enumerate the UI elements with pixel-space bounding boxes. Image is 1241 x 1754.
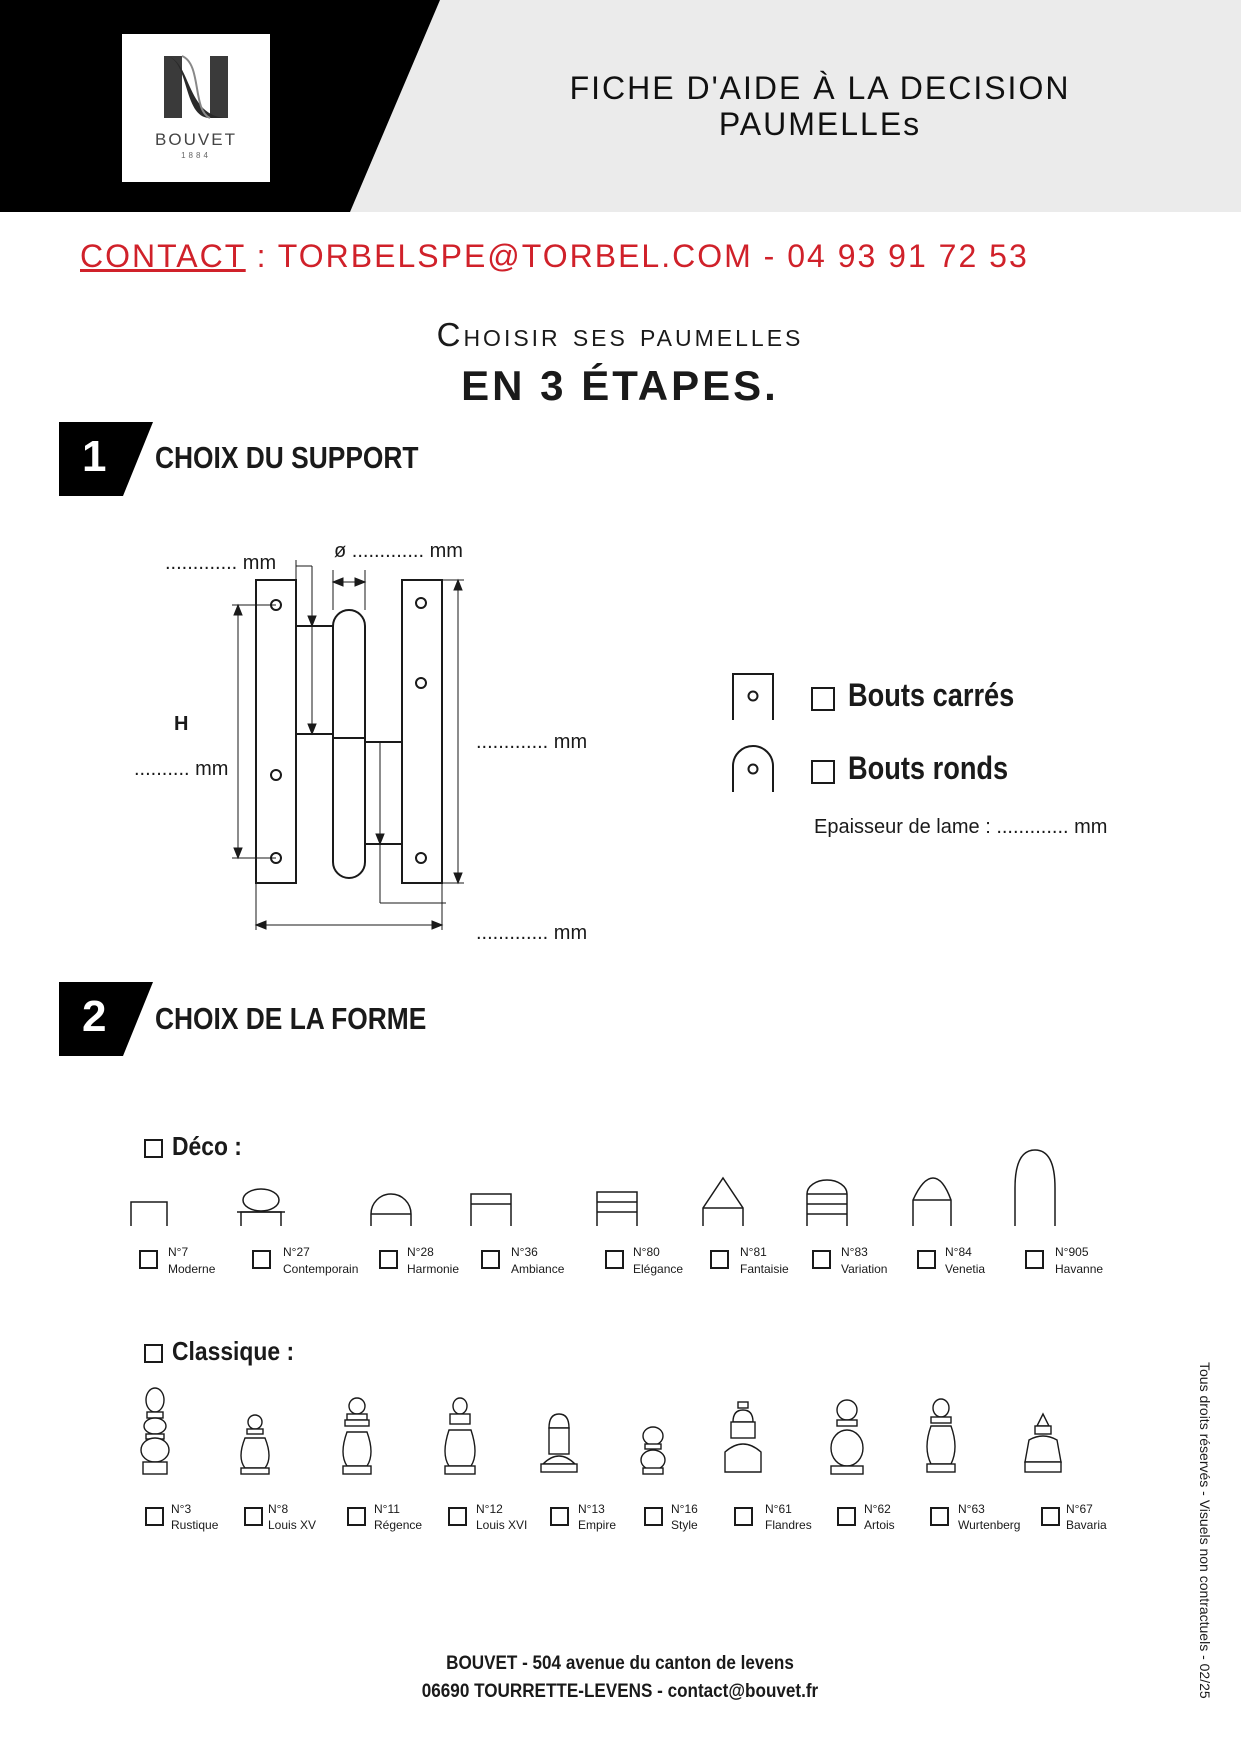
classique-item-name: Artois: [864, 1518, 895, 1532]
brand-year: 1884: [181, 151, 211, 160]
deco-shape-contemporain: [237, 1189, 285, 1226]
deco-item-checkbox[interactable]: [812, 1250, 831, 1269]
contact-details: : TORBELSPE@TORBEL.COM - 04 93 91 72 53: [245, 238, 1029, 274]
bouts-carres-label: Bouts carrés: [848, 677, 1015, 713]
step-2-title: CHOIX DE LA FORME: [155, 1001, 427, 1036]
dim-bottom: ............. mm: [476, 922, 588, 944]
deco-item-name: Moderne: [168, 1262, 216, 1276]
classique-item-checkbox[interactable]: [644, 1507, 663, 1526]
deco-item-num: N°36: [511, 1245, 538, 1259]
deco-shape-harmonie: [371, 1194, 411, 1226]
title-line-1: FICHE D'AIDE À LA DECISION: [569, 70, 1071, 106]
classique-checkbox[interactable]: [144, 1344, 163, 1363]
deco-item-name: Venetia: [945, 1262, 986, 1276]
brand-logo: [122, 34, 270, 182]
dim-h-label: H: [174, 713, 189, 735]
deco-item-checkbox[interactable]: [710, 1250, 729, 1269]
deco-item-num: N°83: [841, 1245, 868, 1259]
deco-item-name: Ambiance: [511, 1262, 565, 1276]
classique-item-name: Empire: [578, 1518, 617, 1532]
finial-empire: [541, 1414, 577, 1472]
classique-item-num: N°13: [578, 1502, 605, 1516]
bouts-carres-checkbox[interactable]: [811, 687, 835, 711]
deco-item-checkbox[interactable]: [379, 1250, 398, 1269]
classique-item-checkbox[interactable]: [1041, 1507, 1060, 1526]
classique-item-num: N°62: [864, 1502, 891, 1516]
round-end-icon: [729, 742, 777, 794]
classique-item-num: N°11: [374, 1502, 400, 1516]
title-line-2: PAUMELLEs: [718, 106, 922, 142]
classique-finials: [125, 1378, 1085, 1478]
classique-item-num: N°16: [671, 1502, 698, 1516]
side-note: [1197, 1362, 1233, 1699]
finial-regence: [343, 1398, 371, 1474]
deco-item-checkbox[interactable]: [139, 1250, 158, 1269]
classique-item-num: N°8: [268, 1502, 289, 1516]
contact-label[interactable]: CONTACT: [80, 238, 246, 274]
deco-shapes: [125, 1148, 1065, 1228]
deco-item-name: Havanne: [1055, 1262, 1104, 1276]
classique-item-num: N°63: [958, 1502, 985, 1516]
deco-item-num: N°7: [168, 1245, 189, 1259]
deco-item-checkbox[interactable]: [605, 1250, 624, 1269]
classique-item-checkbox[interactable]: [347, 1507, 366, 1526]
classique-item-checkbox[interactable]: [244, 1507, 263, 1526]
classique-label: Classique :: [172, 1336, 295, 1366]
deco-label: Déco :: [172, 1131, 242, 1161]
dim-diameter: ø ............. mm: [334, 540, 463, 562]
finial-wurtenberg: [927, 1399, 955, 1472]
deco-item-name: Contemporain: [283, 1262, 359, 1276]
deco-item-num: N°84: [945, 1245, 972, 1259]
deco-item-checkbox[interactable]: [917, 1250, 936, 1269]
finial-flandres: [725, 1402, 761, 1472]
classique-item-num: N°12: [476, 1502, 503, 1516]
finial-bavaria: [1025, 1414, 1061, 1472]
footer-address: [350, 1650, 890, 1706]
finial-style: [641, 1427, 665, 1474]
classique-item-num: N°3: [171, 1502, 192, 1516]
classique-item-num: N°67: [1066, 1502, 1093, 1516]
intro-line-1: Choisir ses paumelles: [436, 316, 804, 353]
footer-line-1: BOUVET - 504 avenue du canton de levens: [446, 1653, 794, 1674]
deco-shape-fantaisie: [703, 1178, 743, 1226]
deco-shape-moderne: [131, 1202, 167, 1226]
dim-right: ............. mm: [476, 731, 588, 753]
classique-item-name: Louis XVI: [476, 1518, 528, 1532]
deco-item-num: N°80: [633, 1245, 660, 1259]
contact-line: [80, 238, 1180, 275]
step-1-number: 1: [82, 432, 107, 481]
deco-item-name: Fantaisie: [740, 1262, 789, 1276]
finial-louis-xv: [241, 1415, 269, 1474]
classique-item-checkbox[interactable]: [448, 1507, 467, 1526]
deco-shape-venetia: [913, 1178, 951, 1226]
document-title: [510, 70, 1130, 142]
dim-top-left: ............. mm: [165, 552, 277, 574]
footer-line-2: 06690 TOURRETTE-LEVENS - contact@bouvet.fr: [421, 1681, 819, 1702]
deco-item-num: N°27: [283, 1245, 310, 1259]
deco-item-num: N°81: [740, 1245, 767, 1259]
finial-artois: [831, 1400, 863, 1474]
classique-item-name: Régence: [374, 1518, 423, 1532]
deco-item-name: Harmonie: [407, 1262, 460, 1276]
deco-shape-elegance: [597, 1192, 637, 1226]
deco-item-num: N°28: [407, 1245, 434, 1259]
deco-shape-variation: [807, 1180, 847, 1226]
classique-item-name: Bavaria: [1066, 1518, 1107, 1532]
classique-item-checkbox[interactable]: [837, 1507, 856, 1526]
deco-item-name: Elégance: [633, 1262, 684, 1276]
classique-item-name: Style: [671, 1518, 698, 1532]
brand-name: BOUVET: [155, 130, 237, 149]
deco-item-checkbox[interactable]: [481, 1250, 500, 1269]
bouts-ronds-label: Bouts ronds: [848, 750, 1009, 786]
classique-item-name: Wurtenberg: [958, 1518, 1021, 1532]
classique-item-name: Louis XV: [268, 1518, 317, 1532]
deco-item-name: Variation: [841, 1262, 888, 1276]
classique-item-checkbox[interactable]: [734, 1507, 753, 1526]
step-2-number: 2: [82, 992, 107, 1041]
classique-item-num: N°61: [765, 1502, 792, 1516]
dim-left-height: .......... mm: [134, 758, 229, 780]
classique-item-checkbox[interactable]: [145, 1507, 164, 1526]
finial-louis-xvi: [445, 1398, 475, 1474]
step-1-title: CHOIX DU SUPPORT: [155, 440, 419, 475]
deco-shape-ambiance: [471, 1194, 511, 1226]
finial-rustique: [141, 1388, 169, 1474]
intro-line-2: EN 3 ÉTAPES.: [461, 362, 779, 409]
deco-shape-havanne: [1015, 1150, 1055, 1226]
classique-item-name: Flandres: [765, 1518, 812, 1532]
bouts-ronds-checkbox[interactable]: [811, 760, 835, 784]
side-note-text: Tous droits réservés - Visuels non contractuels - 02/25: [1197, 1362, 1213, 1699]
classique-item-name: Rustique: [171, 1518, 219, 1532]
classique-item-checkbox[interactable]: [930, 1507, 949, 1526]
blade-thickness: Epaisseur de lame : ............. mm: [814, 816, 1108, 838]
deco-item-checkbox[interactable]: [1025, 1250, 1044, 1269]
square-end-icon: [729, 670, 777, 722]
deco-item-num: N°905: [1055, 1245, 1089, 1259]
classique-item-checkbox[interactable]: [550, 1507, 569, 1526]
deco-item-checkbox[interactable]: [252, 1250, 271, 1269]
